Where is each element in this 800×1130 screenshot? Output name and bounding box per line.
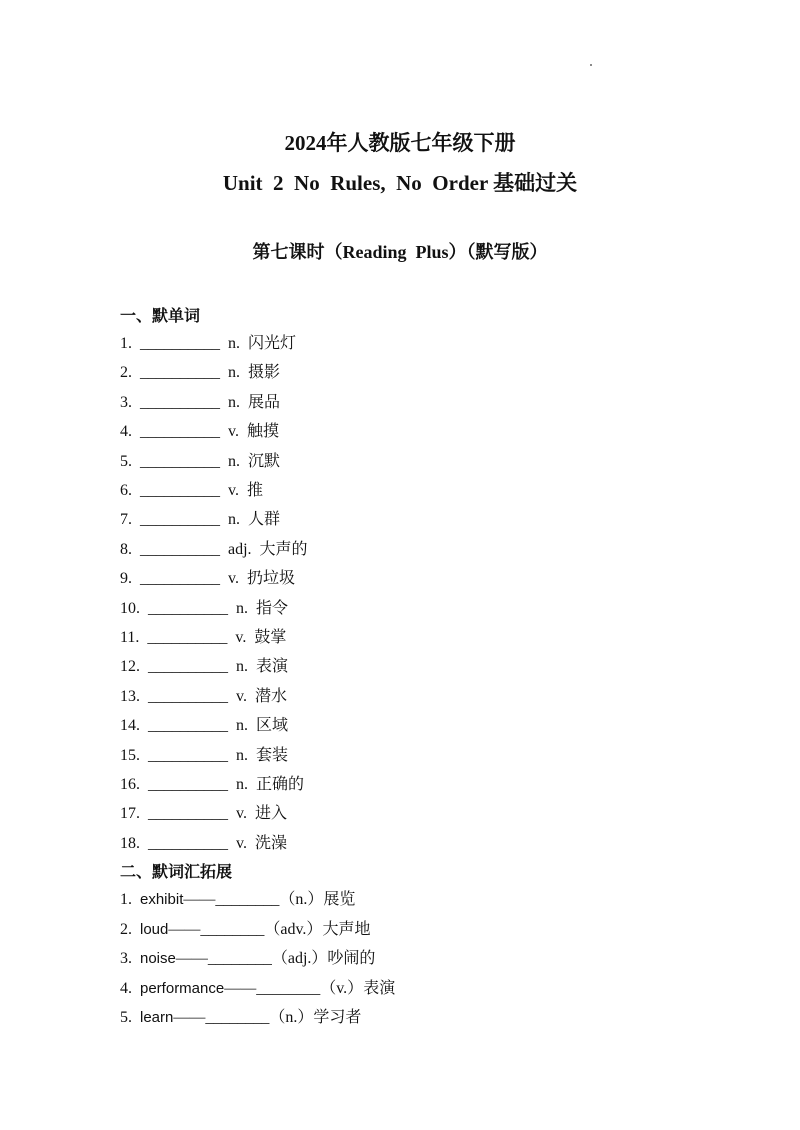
- word-form-item: [120, 889, 355, 911]
- item-number: 15.: [120, 746, 140, 764]
- word-form-item: [120, 948, 375, 970]
- item-number: 7.: [120, 511, 132, 529]
- chinese-meaning: 展览: [323, 891, 356, 908]
- word-item: [120, 598, 288, 620]
- answer-blank[interactable]: __________: [140, 364, 220, 382]
- word-form-item: [120, 919, 370, 941]
- part-of-speech: n.: [228, 511, 240, 529]
- part-of-speech: v.: [235, 629, 247, 646]
- item-number: 4.: [120, 423, 132, 441]
- item-number: 5.: [120, 1009, 132, 1026]
- answer-blank[interactable]: __________: [148, 717, 228, 735]
- chinese-meaning: 套装: [256, 746, 289, 764]
- chinese-meaning: 推: [246, 482, 263, 499]
- part-of-speech: v.: [236, 834, 247, 852]
- word-item: [120, 480, 263, 502]
- word-item: [120, 451, 280, 473]
- word-item: [120, 656, 288, 678]
- part-of-speech: n.: [228, 364, 240, 382]
- item-number: 2.: [120, 364, 132, 382]
- part-of-speech: v.: [236, 805, 247, 823]
- chinese-meaning: 指令: [256, 599, 289, 617]
- chinese-meaning: 摄影: [248, 364, 281, 382]
- item-number: 1.: [120, 335, 132, 352]
- answer-blank[interactable]: __________: [140, 482, 220, 499]
- word-item: [120, 509, 280, 531]
- answer-blank[interactable]: ________: [215, 891, 280, 908]
- chinese-meaning: 沉默: [248, 452, 281, 470]
- chinese-meaning: 洗澡: [254, 834, 287, 852]
- part-of-speech: n.: [236, 599, 248, 617]
- base-word: performance: [140, 979, 225, 997]
- answer-blank[interactable]: __________: [148, 834, 228, 852]
- word-item: [120, 715, 288, 737]
- answer-blank[interactable]: __________: [140, 570, 220, 588]
- part-of-speech: （adv.）: [264, 920, 323, 938]
- part-of-speech: n.: [236, 746, 248, 764]
- part-of-speech: n.: [236, 717, 248, 735]
- item-number: 6.: [120, 482, 132, 499]
- word-form-item: [120, 1007, 361, 1029]
- chinese-meaning: 大声的: [259, 540, 308, 558]
- part-of-speech: n.: [228, 452, 240, 470]
- section-heading-words: 一、默单词: [120, 308, 201, 325]
- part-of-speech: v.: [228, 570, 239, 588]
- unit-title: Unit 2 No Rules, No Order 基础过关: [222, 171, 578, 195]
- chinese-meaning: 人群: [248, 511, 281, 529]
- answer-blank[interactable]: __________: [140, 511, 220, 529]
- word-item: [120, 686, 287, 708]
- answer-blank[interactable]: __________: [148, 805, 228, 823]
- base-word: loud: [140, 920, 169, 938]
- chinese-meaning: 吵闹的: [327, 950, 376, 967]
- chinese-meaning: 进入: [254, 805, 287, 823]
- item-number: 13.: [120, 687, 140, 705]
- part-of-speech: （n.）: [279, 891, 324, 908]
- word-item: [120, 392, 280, 414]
- chinese-meaning: 表演: [256, 658, 289, 676]
- base-word: learn: [140, 1009, 174, 1026]
- base-word: noise: [140, 950, 176, 967]
- part-of-speech: n.: [228, 335, 240, 352]
- item-number: 10.: [120, 599, 140, 617]
- part-of-speech: （n.）: [269, 1009, 314, 1026]
- answer-blank[interactable]: __________: [140, 393, 220, 411]
- page-dot-mark: [590, 64, 592, 66]
- part-of-speech: （v.）: [320, 979, 364, 997]
- part-of-speech: v.: [228, 423, 239, 441]
- part-of-speech: v.: [228, 482, 239, 499]
- item-number: 18.: [120, 834, 140, 852]
- chinese-meaning: 潜水: [254, 687, 287, 705]
- document-title: 2024年人教版七年级下册: [284, 131, 516, 155]
- item-number: 5.: [120, 452, 132, 470]
- answer-blank[interactable]: ________: [207, 950, 272, 967]
- word-item: [120, 833, 287, 855]
- chinese-meaning: 学习者: [313, 1009, 362, 1026]
- item-number: 8.: [120, 540, 132, 558]
- item-number: 3.: [120, 393, 132, 411]
- base-word: exhibit: [140, 891, 184, 908]
- word-item: [120, 803, 287, 825]
- part-of-speech: v.: [236, 687, 247, 705]
- item-number: 17.: [120, 805, 140, 823]
- chinese-meaning: 区域: [256, 717, 289, 735]
- word-item: [120, 539, 308, 561]
- answer-blank[interactable]: __________: [148, 776, 228, 793]
- word-form-item: [120, 978, 395, 1000]
- lesson-subtitle: 第七课时（Reading Plus）（默写版）: [252, 242, 548, 262]
- word-item: [120, 745, 288, 767]
- item-number: 12.: [120, 658, 140, 676]
- dash-separator: ——: [175, 950, 208, 967]
- item-number: 11.: [120, 629, 140, 646]
- item-number: 4.: [120, 979, 132, 997]
- answer-blank[interactable]: __________: [148, 658, 228, 676]
- answer-blank[interactable]: __________: [140, 452, 220, 470]
- answer-blank[interactable]: ________: [200, 920, 265, 938]
- dash-separator: ——: [224, 979, 257, 997]
- section-heading-word-forms: 二、默词汇拓展: [120, 864, 233, 881]
- word-item: [120, 627, 286, 649]
- chinese-meaning: 展品: [248, 393, 281, 411]
- part-of-speech: （adj.）: [271, 950, 328, 967]
- item-number: 16.: [120, 776, 140, 793]
- item-number: 14.: [120, 717, 140, 735]
- answer-blank[interactable]: __________: [148, 599, 228, 617]
- answer-blank[interactable]: __________: [140, 335, 220, 352]
- dash-separator: ——: [168, 920, 201, 938]
- item-number: 3.: [120, 950, 132, 967]
- chinese-meaning: 触摸: [246, 423, 279, 441]
- answer-blank[interactable]: __________: [140, 540, 220, 558]
- chinese-meaning: 大声地: [322, 920, 371, 938]
- chinese-meaning: 鼓掌: [254, 629, 287, 646]
- item-number: 2.: [120, 920, 132, 938]
- chinese-meaning: 闪光灯: [248, 335, 297, 352]
- answer-blank[interactable]: __________: [140, 423, 220, 441]
- word-item: [120, 421, 279, 443]
- word-item: [120, 568, 295, 590]
- answer-blank[interactable]: ________: [205, 1009, 270, 1026]
- part-of-speech: n.: [236, 776, 248, 793]
- part-of-speech: adj.: [228, 540, 252, 558]
- chinese-meaning: 扔垃圾: [246, 570, 295, 588]
- dash-separator: ——: [173, 1009, 206, 1026]
- chinese-meaning: 表演: [363, 979, 396, 997]
- answer-blank[interactable]: ________: [256, 979, 321, 997]
- part-of-speech: n.: [236, 658, 248, 676]
- part-of-speech: n.: [228, 393, 240, 411]
- item-number: 1.: [120, 891, 132, 908]
- word-item: [120, 774, 304, 796]
- word-item: [120, 333, 296, 355]
- dash-separator: ——: [183, 891, 216, 908]
- chinese-meaning: 正确的: [256, 776, 305, 793]
- answer-blank[interactable]: __________: [148, 687, 228, 705]
- word-item: [120, 362, 280, 384]
- answer-blank[interactable]: __________: [148, 746, 228, 764]
- item-number: 9.: [120, 570, 132, 588]
- answer-blank[interactable]: __________: [147, 629, 228, 646]
